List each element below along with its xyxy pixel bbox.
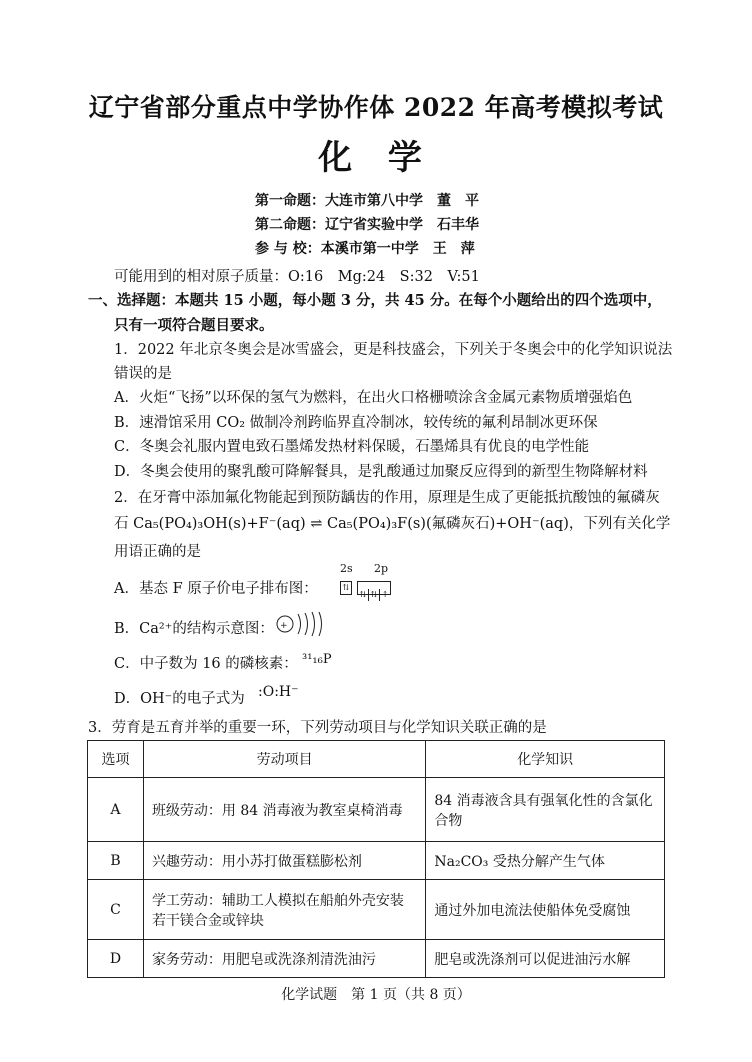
- orbital-diagram: [340, 577, 391, 599]
- section-heading: 一、选择题：本题共 15 小题，每小题 3 分，共 45 分。在每个小题给出的四个选项中，: [88, 292, 662, 309]
- svg-text:+: +: [280, 621, 288, 631]
- table-cell-knowledge: 84 消毒液含具有强氧化性的含氯化合物: [426, 778, 665, 842]
- section-heading-cont: 只有一项符合题目要求。: [114, 317, 274, 334]
- q2-equation: 石 Ca₅(PO₄)₃OH(s)+F⁻(aq) ⇌ Ca₅(PO₄)₃F(s)(氟磷灰石)+OH⁻(aq)，下列有关化学: [114, 516, 671, 532]
- q2-stem-cont: 用语正确的是: [114, 544, 201, 560]
- page-footer: 化学试题 第 1 页（共 8 页）: [281, 987, 471, 1003]
- orbital-box-2s: ⇅: [340, 581, 352, 595]
- q1-option-c: C．冬奥会礼服内置电致石墨烯发热材料保暖，石墨烯具有优良的电学性能: [114, 439, 590, 455]
- q1-stem-cont: 错误的是: [114, 366, 172, 382]
- table-cell-knowledge: 通过外加电流法使船体免受腐蚀: [426, 880, 665, 940]
- subject-title: 化 学: [318, 138, 434, 178]
- atomic-masses: 可能用到的相对原子质量：O:16 Mg:24 S:32 V:51: [114, 269, 480, 285]
- q1-stem: 1．2022 年北京冬奥会是冰雪盛会，更是科技盛会，下列关于冬奥会中的化学知识说法: [114, 342, 673, 358]
- table-cell-option: B: [88, 842, 144, 880]
- exam-title: 辽宁省部分重点中学协作体 2022 年高考模拟考试: [88, 93, 664, 122]
- table-row: [88, 842, 665, 880]
- orbital-group-2p: ⇅ ⇅ ↑: [357, 581, 391, 595]
- table-cell-option: A: [88, 778, 144, 842]
- table-cell-option: D: [88, 940, 144, 978]
- table-row: [88, 940, 665, 978]
- table-cell-knowledge: 肥皂或洗涤剂可以促进油污水解: [426, 940, 665, 978]
- q2-option-d: D．OH⁻的电子式为: [114, 691, 245, 707]
- table-header-labor: 劳动项目: [143, 741, 425, 778]
- credit-line-2: 第二命题：辽宁省实验中学 石丰华: [255, 217, 479, 233]
- q1-option-d: D．冬奥会使用的聚乳酸可降解餐具，是乳酸通过加聚反应得到的新型生物降解材料: [114, 464, 648, 480]
- table-header-knowledge: 化学知识: [426, 741, 665, 778]
- table-row: [88, 880, 665, 940]
- table-cell-labor: 家务劳动：用肥皂或洗涤剂清洗油污: [143, 940, 425, 978]
- orbital-label-2p: 2p: [374, 562, 389, 575]
- ca-ion-structure-diagram: [272, 610, 328, 638]
- phosphorus-nuclide: ³¹₁₆P: [302, 652, 332, 667]
- orbital-label-2s: 2s: [340, 562, 353, 575]
- table-cell-labor: 学工劳动：辅助工人模拟在船舶外壳安装若干镁合金或锌块: [143, 880, 425, 940]
- table-row: [88, 778, 665, 842]
- q2-option-c: C．中子数为 16 的磷核素：: [114, 656, 298, 672]
- q1-option-b: B．速滑馆采用 CO₂ 做制冷剂跨临界直冷制冰，较传统的氟利昂制冰更环保: [114, 415, 598, 431]
- table-cell-labor: 班级劳动：用 84 消毒液为教室桌椅消毒: [143, 778, 425, 842]
- q2-option-b: B．Ca²⁺的结构示意图：: [114, 621, 274, 637]
- q3-stem: 3．劳育是五育并举的重要一环，下列劳动项目与化学知识关联正确的是: [88, 720, 547, 736]
- hydroxide-electron-formula: :O:H⁻: [258, 684, 299, 700]
- table-cell-option: C: [88, 880, 144, 940]
- table-cell-knowledge: Na₂CO₃ 受热分解产生气体: [426, 842, 665, 880]
- q2-option-a: A．基态 F 原子价电子排布图：: [114, 581, 318, 597]
- table-header-row: [88, 741, 665, 778]
- credit-line-3: 参 与 校：本溪市第一中学 王 萍: [255, 241, 475, 257]
- labor-knowledge-table: [87, 740, 665, 978]
- credit-line-1: 第一命题：大连市第八中学 董 平: [255, 193, 479, 209]
- q2-stem: 2．在牙膏中添加氟化物能起到预防龋齿的作用，原理是生成了更能抵抗酸蚀的氟磷灰: [114, 490, 660, 506]
- table-cell-labor: 兴趣劳动：用小苏打做蛋糕膨松剂: [143, 842, 425, 880]
- table-header-option: 选项: [88, 741, 144, 778]
- q1-option-a: A．火炬“飞扬”以环保的氢气为燃料，在出火口格栅喷涂含金属元素物质增强焰色: [114, 390, 633, 406]
